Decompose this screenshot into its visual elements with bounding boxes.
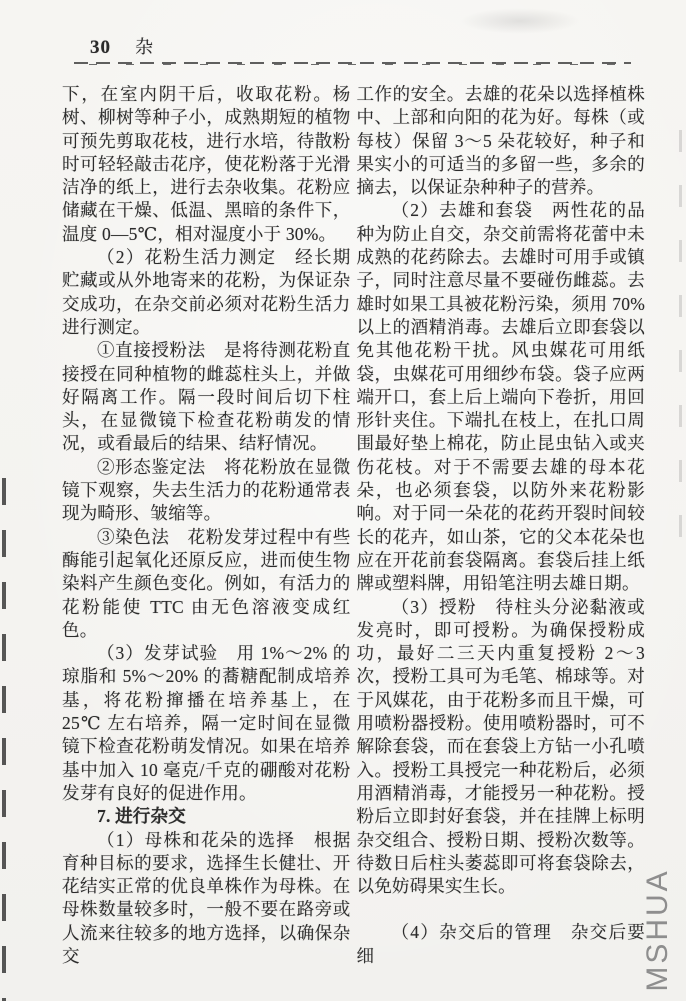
right-column: [357, 83, 646, 968]
running-title: 杂: [135, 37, 153, 57]
scan-edge-marks-left: [2, 478, 6, 1001]
text-paragraph: （2）花粉生活力测定 经长期贮藏或从外地寄来的花粉，为保证杂交成功，在杂交前必须对花粉生活力进行测定。: [62, 247, 351, 337]
running-header: [90, 33, 153, 59]
text-paragraph: （3）授粉 待柱头分泌黏液或发亮时，即可授粉。为确保授粉成功，最好二三天内重复授粉 2～3 次，授粉工具可为毛笔、棉球等。对于风媒花，由于花粉多而且干燥，可用喷粉器授粉。使用喷粉器时，可不解除套袋，而在套袋上方钻一小孔喷入。授粉工具授完一种花粉后，必须用酒精消毒，才能授另一种花粉。授粉后立即封好套袋，并在挂牌上标明杂交组合、授粉日期、授粉次数等。待数日后柱头萎蕊即可将套袋除去，以免妨碍果实生长。: [356, 596, 645, 897]
text-paragraph: 工作的安全。去雄的花朵以选择植株中、上部和向阳的花为好。每株（或每枝）保留 3～5 朵花较好，种子和果实小的可适当的多留一些，多余的摘去，以保证杂种种子的营养。: [356, 84, 645, 198]
text-paragraph: （3）发芽试验 用 1%～2% 的琼脂和 5%～20% 的蕎糖配制成培养基，将花粉撺播在培养基上，在 25℃ 左右培养，隔一定时间在显微镜下检查花粉萌发情况。如果在培养基中加入 10 毫克/千克的硼酸对花粉发芽有良好的促进作用。: [62, 643, 351, 803]
scan-edge-marks-right: [679, 130, 682, 570]
header-divider-rule: [74, 62, 631, 65]
text-paragraph: ①直接授粉法 是将待测花粉直接授在同种植物的雌蕊柱头上，并做好隔离工作。隔一段时间后切下柱头，在显微镜下检查花粉萌发的情况，或看最后的结果、结籽情况。: [62, 340, 351, 454]
section-heading: 7. 进行杂交: [97, 806, 186, 827]
watermark-text: MSHUA: [641, 868, 674, 992]
text-paragraph: ③染色法 花粉发芽过程中有些酶能引起氧化还原反应，进而使生物染料产生颜色变化。例如，有活力的花粉能使 TTC 由无色溶液变成红色。: [62, 526, 351, 640]
page-number: 30: [90, 37, 111, 58]
left-column: [62, 83, 351, 968]
text-paragraph: 下，在室内阴干后，收取花粉。杨树、柳树等种子小，成熟期短的植物可预先剪取花枝，进行水培，待散粉时可轻轻敲击花序，使花粉落于光滑洁净的纸上，进行去杂收集。花粉应储藏在干燥、低温、黑暗的条件下，温度 0—5℃，相对湿度小于 30%。: [62, 84, 351, 244]
text-paragraph: （1）母株和花朵的选择 根据育种目标的要求，选择生长健壮、开花结实正常的优良单株作为母株。在母株数量较多时，一般不要在路旁或人流来往较多的地方选择，以确保杂交: [62, 829, 351, 966]
text-paragraph: ②形态鉴定法 将花粉放在显微镜下观察，失去生活力的花粉通常表现为畸形、皱缩等。: [62, 456, 351, 524]
scan-smudge: [460, 8, 580, 34]
text-paragraph: （2）去雄和套袋 两性花的品种为防止自交，杂交前需将花蕾中未成熟的花药除去。去雄时可用手或镇子，同时注意尽量不要碰伤雌蕊。去雄时如果工具被花粉污染，须用 70% 以上的酒精消毒。去雄后立即套袋以免其他花粉干扰。风虫媒花可用纸袋，虫媒花可用细纱布袋。袋子应两端开口，套上后上端向下卷折，用回形针夹住。下端扎在枝上，在扎口周围最好垫上棉花，防止昆虫钻入或夹伤花枝。对于不需要去雄的母本花朵，也必须套袋，以防外来花粉影响。对于同一朵花的花药开裂时间较长的花卉，如山茶，它的父本花朵也应在开花前套袋隔离。套袋后挂上纸牌或塑料牌，用铅笔注明去雄日期。: [356, 200, 645, 594]
text-paragraph: （4）杂交后的管理 杂交后要细: [356, 922, 645, 966]
text-body: [62, 83, 645, 968]
